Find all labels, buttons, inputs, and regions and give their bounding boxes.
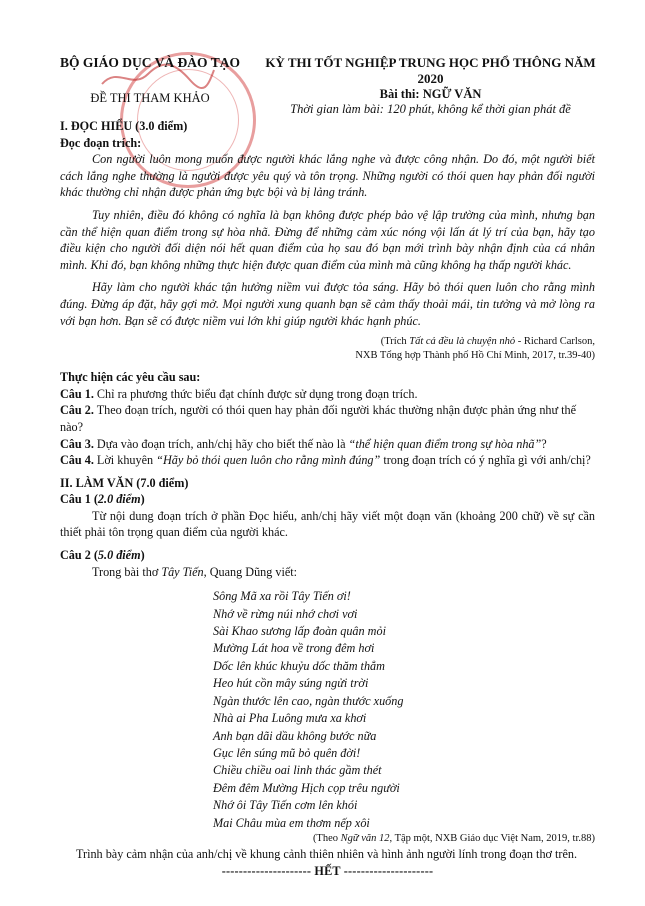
poem-source bbox=[60, 832, 595, 846]
poem-title: Tây Tiến bbox=[161, 564, 204, 579]
part2-heading: II. LÀM VĂN (7.0 điểm) bbox=[60, 475, 189, 490]
poem-line: Gục lên súng mũ bỏ quên đời! bbox=[213, 745, 361, 760]
subject-line bbox=[258, 87, 603, 102]
question-4-quote: “Hãy bỏ thói quen luôn cho rằng mình đúng” bbox=[156, 453, 381, 468]
exam-content bbox=[60, 118, 595, 879]
header-right bbox=[258, 55, 603, 117]
doc-type: ĐỀ THI THAM KHẢO bbox=[90, 91, 210, 105]
poem-line: Nhớ về rừng núi nhớ chơi vơi bbox=[213, 606, 358, 621]
poem-line: Ngàn thước lên cao, ngàn thước xuống bbox=[213, 693, 404, 708]
poem-line: Nhớ ôi Tây Tiến cơm lên khói bbox=[213, 798, 358, 813]
source-author: - Richard Carlson, bbox=[515, 336, 595, 348]
excerpt-paragraph-2: Tuy nhiên, điều đó không có nghĩa là bạn không được phép bảo vệ lập trường của mình, nhưng bạn cần thể hiện quan điểm trong sự hòa nhã. Đừng để những cảm xúc nóng vội lấn át lý trí của bạn, hãy tạo điều kiện cho người đối diện nói hết quan điểm của họ sau đó bạn mới trình bày nhận định của cá nhân mình. Khi đó, bạn không những thực hiện được quan điểm của mình mà cũng không hạ thấp người khác. bbox=[60, 207, 595, 272]
time-line bbox=[258, 102, 603, 117]
q1-score: 2.0 điểm bbox=[97, 492, 141, 507]
q2-close: ) bbox=[140, 548, 145, 563]
time-prefix: Thời gian làm bài: bbox=[290, 102, 388, 116]
question-1-text: Chỉ ra phương thức biểu đạt chính được sử dụng trong đoạn trích. bbox=[93, 386, 418, 401]
q1-label: Câu 1 ( bbox=[60, 492, 98, 507]
question-3-end: ? bbox=[541, 436, 547, 451]
essay-q1-label bbox=[60, 491, 595, 508]
question-4-end: trong đoạn trích có ý nghĩa gì với anh/chị? bbox=[380, 453, 591, 468]
question-3-quote: “thể hiện quan điểm trong sự hòa nhã” bbox=[348, 436, 542, 451]
question-4 bbox=[60, 452, 595, 469]
essay-q2-label bbox=[60, 547, 595, 564]
excerpt-source bbox=[60, 335, 595, 363]
excerpt-paragraph-1: Con người luôn mong muốn được người khác lắng nghe và được công nhận. Do đó, một người biết cách lắng nghe thường là người được yêu quý và tôn trọng. Những người có thói quen hay phản đối người khác thường chỉ nhận được phản ứng bực bội và bị lảng tránh. bbox=[60, 152, 595, 200]
poem-line: Sông Mã xa rồi Tây Tiến ơi! bbox=[213, 589, 351, 604]
poem-line: Đêm đêm Mường Hịch cọp trêu người bbox=[213, 780, 400, 795]
question-4-text: Lời khuyên bbox=[93, 453, 157, 468]
essay-q2-intro bbox=[60, 564, 595, 581]
question-1 bbox=[60, 386, 595, 403]
excerpt-paragraph-3: Hãy làm cho người khác tận hưởng niềm vui được tỏa sáng. Hãy bỏ thói quen luôn cho rằng mình đúng. Đừng áp đặt, hãy gợi mở. Mọi người xung quanh bạn sẽ cảm thấy thoải mái, tin tưởng và mở lòng ra với bạn hơn. Bạn sẽ có được niềm vui lớn khi giúp người khác hạnh phúc. bbox=[60, 280, 595, 328]
exam-title: KỲ THI TỐT NGHIỆP TRUNG HỌC PHỔ THÔNG NĂM 2020 bbox=[265, 55, 596, 86]
poem-line: Mường Lát hoa về trong đêm hơi bbox=[213, 641, 375, 656]
poem-source-a: (Theo bbox=[312, 832, 341, 844]
poem-source-b: , Tập một, NXB Giáo dục Việt Nam, 2019, tr.88) bbox=[389, 832, 595, 844]
question-1-label: Câu 1. bbox=[60, 386, 94, 401]
tasks-heading: Thực hiện các yêu cầu sau: bbox=[60, 370, 201, 385]
poem-line: Nhà ai Pha Luông mưa xa khơi bbox=[213, 711, 367, 726]
question-3-label: Câu 3. bbox=[60, 436, 94, 451]
poem-line: Chiều chiều oai linh thác gầm thét bbox=[213, 763, 382, 778]
ministry-name: BỘ GIÁO DỤC VÀ ĐÀO TẠO bbox=[60, 55, 240, 70]
question-4-label: Câu 4. bbox=[60, 453, 94, 468]
question-3-text: Dựa vào đoạn trích, anh/chị hãy cho biết thế nào là bbox=[93, 436, 349, 451]
end-marker: --------------------- HẾT --------------------- bbox=[221, 863, 434, 878]
q2-intro-a: Trong bài thơ bbox=[92, 564, 162, 579]
source-line-2: NXB Tổng hợp Thành phố Hồ Chí Minh, 2017, tr.39-40) bbox=[355, 350, 595, 362]
question-2-label: Câu 2. bbox=[60, 403, 94, 418]
q2-label: Câu 2 ( bbox=[60, 548, 98, 563]
reading-label: Đọc đoạn trích: bbox=[60, 135, 142, 150]
poem-source-book: Ngữ văn 12 bbox=[340, 832, 390, 844]
subject-name: NGỮ VĂN bbox=[422, 87, 482, 101]
source-line-1 bbox=[60, 335, 595, 349]
poem-line: Heo hút cồn mây súng ngửi trời bbox=[213, 676, 369, 691]
poem bbox=[213, 588, 595, 832]
q1-close: ) bbox=[140, 492, 145, 507]
part1-heading: I. ĐỌC HIỂU (3.0 điểm) bbox=[60, 119, 188, 133]
header-left bbox=[50, 55, 250, 106]
poem-line: Mai Châu mùa em thơm nếp xôi bbox=[213, 815, 370, 830]
poem-line: Anh bạn dãi dầu không bước nữa bbox=[213, 728, 377, 743]
essay-q2-task: Trình bày cảm nhận của anh/chị về khung cảnh thiên nhiên và hình ảnh người lính trong đoạn thơ trên. bbox=[76, 846, 578, 861]
question-3 bbox=[60, 436, 595, 453]
poem-line: Dốc lên khúc khuỷu dốc thăm thẳm bbox=[213, 658, 385, 673]
source-book-title: Tất cả đều là chuyện nhỏ bbox=[409, 336, 516, 348]
subject-prefix: Bài thi: bbox=[379, 87, 423, 101]
poem-line: Sài Khao sương lấp đoàn quân mỏi bbox=[213, 624, 386, 639]
time-value: 120 phút, không kể thời gian phát đề bbox=[387, 102, 571, 116]
essay-q1-text: Từ nội dung đoạn trích ở phần Đọc hiểu, anh/chị hãy viết một đoạn văn (khoảng 200 chữ) về sự cần thiết phải tôn trọng quan điểm của người khác. bbox=[60, 508, 595, 540]
q2-intro-b: , Quang Dũng viết: bbox=[203, 564, 298, 579]
q2-score: 5.0 điểm bbox=[97, 548, 141, 563]
question-2 bbox=[60, 402, 595, 435]
question-2-text: Theo đoạn trích, người có thói quen hay phản đối người khác thường nhận được phản ứng như thế nào? bbox=[60, 403, 577, 434]
source-prefix: (Trích bbox=[380, 336, 410, 348]
